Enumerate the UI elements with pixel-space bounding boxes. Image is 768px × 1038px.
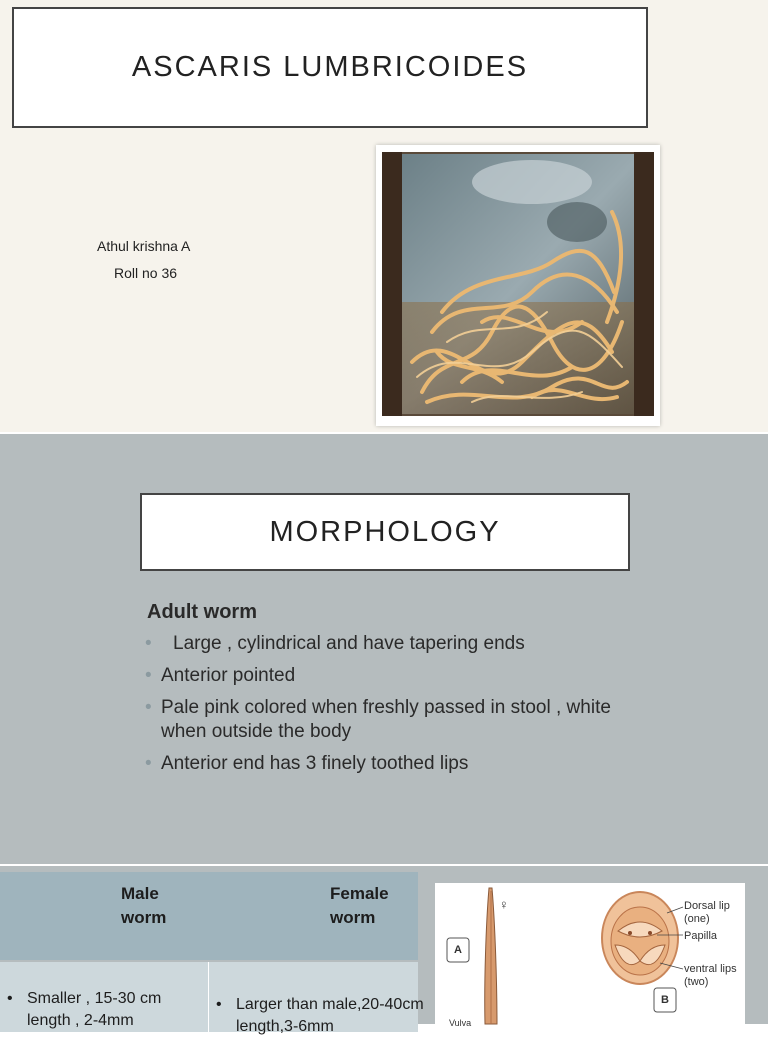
vulva-label: Vulva xyxy=(449,1018,472,1028)
specimen-jar-image xyxy=(382,152,654,416)
title-box xyxy=(12,7,648,128)
table-header-row xyxy=(0,872,418,960)
comparison-slide xyxy=(0,866,768,1035)
title-slide xyxy=(0,0,768,432)
female-cell: • Larger than male,20-40cm length,3-6mm xyxy=(216,994,426,1038)
title-box xyxy=(140,493,630,571)
bullet-list xyxy=(145,632,615,784)
dorsal-lip-count: (one) xyxy=(684,913,710,925)
roll-number: Roll no 36 xyxy=(114,265,178,281)
slide-title: ASCARIS LUMBRICOIDES xyxy=(131,51,529,83)
label-b: B xyxy=(661,994,669,1006)
female-symbol: ♀ xyxy=(499,897,509,912)
bullet-item: • Anterior pointed xyxy=(145,664,615,688)
specimen-photo xyxy=(376,145,660,426)
column-divider xyxy=(208,962,209,1032)
papilla-label: Papilla xyxy=(684,930,718,942)
author-name: Athul krishna A xyxy=(97,238,191,254)
ventral-lips-label: ventral lips xyxy=(684,963,737,975)
bullet-item: • Large , cylindrical and have tapering ends xyxy=(145,632,615,656)
table-row xyxy=(0,962,424,1035)
ventral-lips-count: (two) xyxy=(684,976,709,988)
label-a: A xyxy=(454,944,462,956)
dorsal-lip-label: Dorsal lip xyxy=(684,900,730,912)
subheading: Adult worm xyxy=(147,601,257,623)
slide-title: MORPHOLOGY xyxy=(269,515,501,548)
morphology-slide xyxy=(0,434,768,864)
bullet-item: • Pale pink colored when freshly passed in stool , white when outside the body xyxy=(145,696,615,744)
header-female: Female worm xyxy=(330,884,389,927)
anatomy-diagram xyxy=(435,883,745,1028)
header-male: Male worm xyxy=(121,884,167,927)
male-cell: • Smaller , 15-30 cm length , 2-4mm xyxy=(7,988,207,1032)
bullet-item: • Anterior end has 3 finely toothed lips xyxy=(145,752,615,776)
comparison-table xyxy=(0,872,424,1035)
